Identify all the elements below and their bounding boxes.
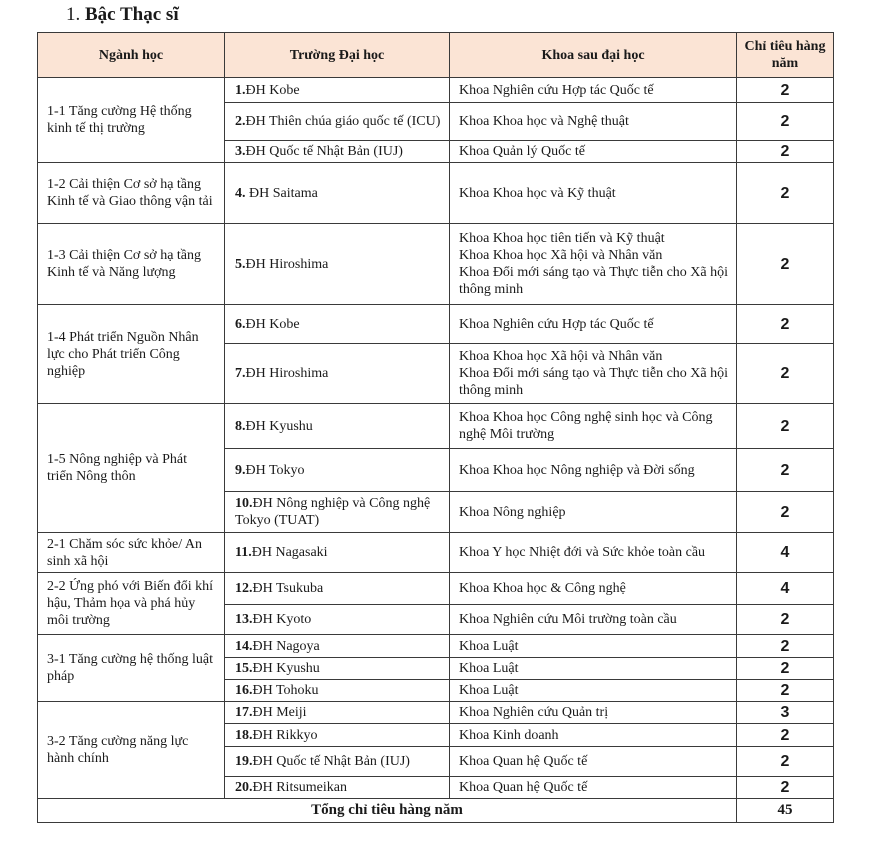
faculty-cell <box>450 404 737 449</box>
faculty-name: Khoa Khoa học Xã hội và Nhân văn <box>459 248 663 263</box>
university-name: ĐH Tohoku <box>252 683 319 698</box>
university-cell <box>225 305 450 344</box>
university-name: ĐH Kyoto <box>252 612 312 627</box>
major-cell: 3-2 Tăng cường năng lực hành chính <box>38 702 225 799</box>
faculty-name: Khoa Luật <box>459 683 519 698</box>
university-cell <box>225 605 450 635</box>
faculty-cell <box>450 658 737 680</box>
university-number: 19. <box>235 754 253 769</box>
quota-cell: 2 <box>737 344 834 404</box>
university-name: ĐH Meiji <box>252 705 307 720</box>
faculty-name: Khoa Khoa học Xã hội và Nhân văn <box>459 349 663 364</box>
major-cell: 2-2 Ứng phó với Biến đổi khí hậu, Thảm họa và phá hủy môi trường <box>38 573 225 635</box>
col-header-faculty: Khoa sau đại học <box>450 33 737 78</box>
total-value: 45 <box>737 799 834 823</box>
university-number: 5. <box>235 256 246 272</box>
quota-cell: 2 <box>737 747 834 777</box>
university-name: ĐH Kyushu <box>252 661 320 676</box>
quota-cell: 2 <box>737 404 834 449</box>
university-number: 18. <box>235 727 253 743</box>
university-number: 1. <box>235 82 246 98</box>
quota-cell: 2 <box>737 492 834 533</box>
table-row <box>38 224 834 305</box>
col-header-quota: Chỉ tiêu hàng năm <box>737 33 834 78</box>
quota-cell: 2 <box>737 163 834 224</box>
faculty-name: Khoa Luật <box>459 638 519 654</box>
major-cell: 1-3 Cải thiện Cơ sở hạ tầng Kinh tế và Năng lượng <box>38 224 225 305</box>
faculty-cell <box>450 103 737 141</box>
faculty-name: Khoa Khoa học và Nghệ thuật <box>459 114 629 129</box>
university-number: 13. <box>235 612 253 627</box>
faculty-name: Khoa Quan hệ Quốc tế <box>459 780 588 795</box>
quota-cell: 2 <box>737 449 834 492</box>
university-name: ĐH Kobe <box>245 82 300 98</box>
major-cell: 1-1 Tăng cường Hệ thống kinh tế thị trường <box>38 78 225 163</box>
quota-cell: 2 <box>737 305 834 344</box>
faculty-name: Khoa Đổi mới sáng tạo và Thực tiễn cho Xã hội thông minh <box>459 265 729 297</box>
faculty-cell <box>450 680 737 702</box>
university-cell <box>225 747 450 777</box>
section-number: 1. <box>66 4 81 25</box>
university-number: 3. <box>235 144 246 159</box>
university-cell <box>225 573 450 605</box>
university-cell <box>225 658 450 680</box>
university-cell <box>225 344 450 404</box>
university-name: ĐH Thiên chúa giáo quốc tế (ICU) <box>245 114 441 129</box>
faculty-cell <box>450 635 737 658</box>
faculty-cell <box>450 605 737 635</box>
university-name: ĐH Quốc tế Nhật Bản (IUJ) <box>252 754 410 769</box>
university-cell <box>225 635 450 658</box>
quota-cell: 2 <box>737 103 834 141</box>
faculty-cell <box>450 724 737 747</box>
university-number: 6. <box>235 316 246 332</box>
faculty-name: Khoa Nông nghiệp <box>459 504 566 520</box>
quota-cell: 3 <box>737 702 834 724</box>
major-cell: 1-4 Phát triển Nguồn Nhân lực cho Phát triển Công nghiệp <box>38 305 225 404</box>
section-title <box>66 4 179 26</box>
faculty-name: Khoa Nghiên cứu Môi trường toàn cầu <box>459 612 677 627</box>
university-cell <box>225 224 450 305</box>
university-cell <box>225 702 450 724</box>
table-body <box>38 78 834 799</box>
table-row <box>38 533 834 573</box>
scholarship-table <box>37 32 834 823</box>
university-name: ĐH Kobe <box>245 316 300 332</box>
faculty-name: Khoa Kinh doanh <box>459 727 559 743</box>
table-row <box>38 702 834 724</box>
quota-cell: 2 <box>737 141 834 163</box>
university-cell <box>225 141 450 163</box>
university-cell <box>225 492 450 533</box>
university-name: ĐH Quốc tế Nhật Bản (IUJ) <box>245 144 403 159</box>
quota-cell: 2 <box>737 605 834 635</box>
faculty-name: Khoa Quản lý Quốc tế <box>459 144 585 159</box>
university-name: ĐH Tsukuba <box>252 581 324 596</box>
university-cell <box>225 404 450 449</box>
faculty-cell <box>450 163 737 224</box>
university-number: 9. <box>235 462 246 478</box>
university-name: ĐH Kyushu <box>245 418 313 434</box>
faculty-cell <box>450 702 737 724</box>
faculty-name: Khoa Luật <box>459 661 519 676</box>
faculty-cell <box>450 78 737 103</box>
col-header-university: Trường Đại học <box>225 33 450 78</box>
faculty-name: Khoa Quan hệ Quốc tế <box>459 754 588 769</box>
university-name: ĐH Hiroshima <box>245 256 329 272</box>
faculty-name: Khoa Y học Nhiệt đới và Sức khỏe toàn cầu <box>459 545 706 560</box>
faculty-cell <box>450 747 737 777</box>
faculty-cell <box>450 141 737 163</box>
quota-cell: 2 <box>737 680 834 702</box>
university-number: 16. <box>235 683 253 698</box>
faculty-cell <box>450 777 737 799</box>
table-row <box>38 635 834 658</box>
university-cell <box>225 103 450 141</box>
total-label: Tổng chỉ tiêu hàng năm <box>38 799 737 823</box>
table-row <box>38 78 834 103</box>
quota-cell: 4 <box>737 573 834 605</box>
major-cell: 2-1 Chăm sóc sức khỏe/ An sinh xã hội <box>38 533 225 573</box>
faculty-cell <box>450 533 737 573</box>
university-name: ĐH Nông nghiệp và Công nghệ Tokyo (TUAT) <box>235 496 431 528</box>
university-name: ĐH Tokyo <box>245 462 305 478</box>
section-heading: Bậc Thạc sĩ <box>85 4 179 25</box>
faculty-name: Khoa Khoa học và Kỹ thuật <box>459 185 616 201</box>
table-row <box>38 573 834 605</box>
faculty-cell <box>450 449 737 492</box>
university-number: 10. <box>235 496 253 511</box>
university-number: 12. <box>235 581 253 596</box>
table-row <box>38 404 834 449</box>
faculty-name: Khoa Đổi mới sáng tạo và Thực tiễn cho Xã hội thông minh <box>459 366 729 398</box>
university-number: 17. <box>235 705 253 720</box>
quota-cell: 2 <box>737 224 834 305</box>
university-number: 11. <box>235 545 252 560</box>
col-header-major: Ngành học <box>38 33 225 78</box>
university-number: 4. <box>235 185 249 201</box>
university-name: ĐH Nagoya <box>252 638 320 654</box>
table-header-row <box>38 33 834 78</box>
university-cell <box>225 533 450 573</box>
quota-cell: 2 <box>737 658 834 680</box>
quota-cell: 2 <box>737 777 834 799</box>
faculty-name: Khoa Khoa học & Công nghệ <box>459 581 626 596</box>
university-cell <box>225 724 450 747</box>
university-number: 8. <box>235 418 246 434</box>
table-row <box>38 305 834 344</box>
university-cell <box>225 777 450 799</box>
faculty-name: Khoa Khoa học tiên tiến và Kỹ thuật <box>459 231 665 246</box>
university-name: ĐH Rikkyo <box>252 727 318 743</box>
university-number: 7. <box>235 366 246 381</box>
university-cell <box>225 680 450 702</box>
major-cell: 1-5 Nông nghiệp và Phát triển Nông thôn <box>38 404 225 533</box>
university-number: 2. <box>235 114 246 129</box>
quota-cell: 2 <box>737 78 834 103</box>
quota-cell: 2 <box>737 724 834 747</box>
university-number: 20. <box>235 780 253 795</box>
faculty-cell <box>450 492 737 533</box>
university-name: ĐH Hiroshima <box>245 366 329 381</box>
faculty-cell <box>450 305 737 344</box>
major-cell: 1-2 Cải thiện Cơ sở hạ tầng Kinh tế và Giao thông vận tải <box>38 163 225 224</box>
faculty-cell <box>450 224 737 305</box>
total-row <box>38 799 834 823</box>
university-number: 15. <box>235 661 253 676</box>
table-row <box>38 163 834 224</box>
university-number: 14. <box>235 638 253 654</box>
university-name: ĐH Saitama <box>249 185 318 201</box>
university-cell <box>225 163 450 224</box>
major-cell: 3-1 Tăng cường hệ thống luật pháp <box>38 635 225 702</box>
faculty-name: Khoa Nghiên cứu Hợp tác Quốc tế <box>459 316 654 332</box>
faculty-name: Khoa Nghiên cứu Hợp tác Quốc tế <box>459 82 654 98</box>
faculty-cell <box>450 344 737 404</box>
faculty-name: Khoa Khoa học Công nghệ sinh học và Công nghệ Môi trường <box>459 410 713 442</box>
university-name: ĐH Nagasaki <box>251 545 328 560</box>
university-name: ĐH Ritsumeikan <box>252 780 347 795</box>
university-cell <box>225 449 450 492</box>
quota-cell: 4 <box>737 533 834 573</box>
faculty-name: Khoa Khoa học Nông nghiệp và Đời sống <box>459 462 695 478</box>
quota-cell: 2 <box>737 635 834 658</box>
faculty-cell <box>450 573 737 605</box>
university-cell <box>225 78 450 103</box>
faculty-name: Khoa Nghiên cứu Quản trị <box>459 705 609 720</box>
